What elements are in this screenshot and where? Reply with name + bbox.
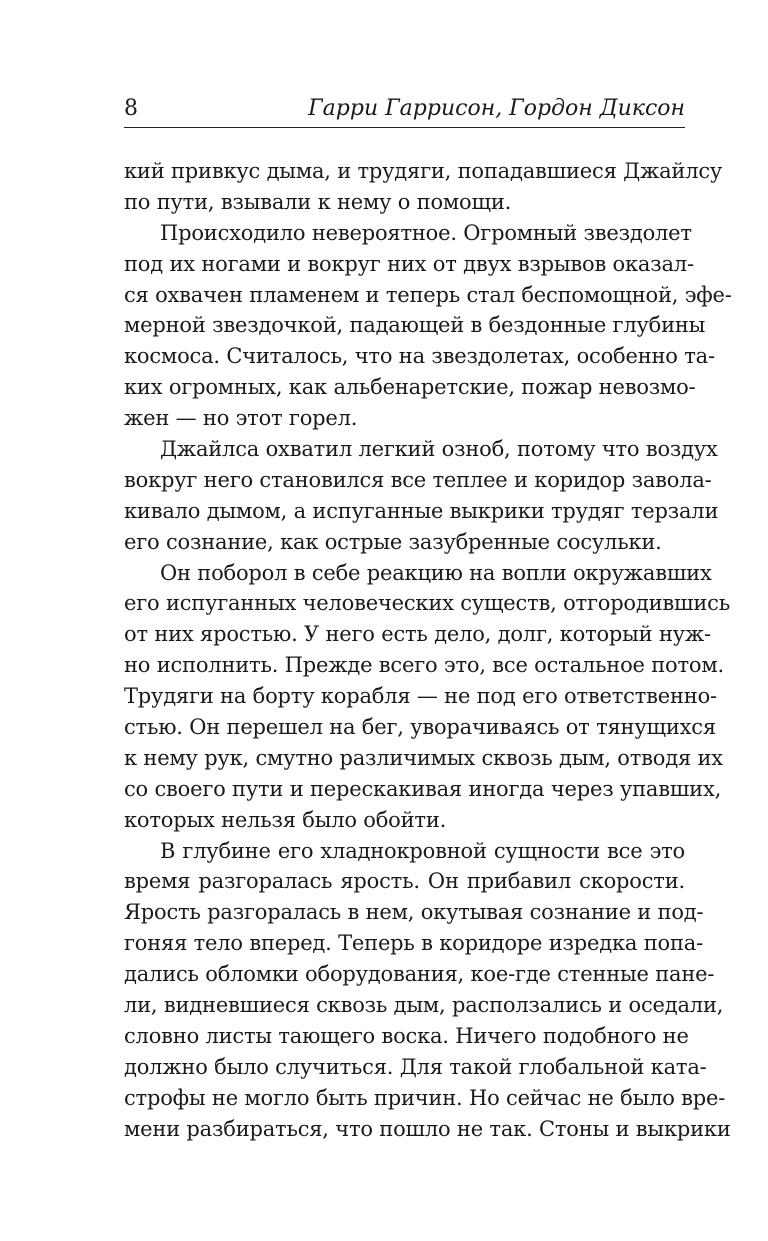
text-line: его сознание, как острые зазубренные сосульки. [124,529,662,554]
text-line: должно было случиться. Для такой глобальной ката- [124,1054,707,1079]
text-line: ли, видневшиеся сквозь дым, расползались и оседали, [124,993,724,1018]
text-line: вокруг него становился все теплее и коридор завола- [124,467,712,492]
text-line: но исполнить. Прежде всего это, все остальное потом. [124,653,724,678]
text-line: словно листы тающего воска. Ничего подобного не [124,1023,689,1048]
text-line: Происходило невероятное. Огромный звездолет [160,220,692,245]
text-line: мени разбираться, что пошло не так. Стоны и выкрики [124,1116,731,1141]
text-line: его испуганных человеческих существ, отгородившись [124,591,730,616]
text-line: время разгоралась ярость. Он прибавил скорости. [124,869,685,894]
body-text [124,156,732,1145]
page-number: 8 [124,96,138,121]
text-line: по пути, взывали к нему о помощи. [124,189,512,214]
running-title: Гарри Гаррисон, Гордон Диксон [308,96,685,121]
text-line: Джайлса охватил легкий озноб, потому что воздух [160,437,718,462]
text-line: к нему рук, смутно различимых сквозь дым, отводя их [124,745,723,770]
text-line: В глубине его хладнокровной сущности все это [160,838,685,863]
text-line: под их ногами и вокруг них от двух взрывов оказал- [124,251,694,276]
text-line: жен — но этот горел. [124,406,358,431]
page-header [124,97,685,128]
text-line: дались обломки оборудования, кое-где стенные пане- [124,962,715,987]
text-line: Трудяги на борту корабля — не под его ответственно- [124,684,717,709]
text-line: со своего пути и перескакивая иногда через упавших, [124,776,722,801]
text-line: от них яростью. У него есть дело, долг, который нуж- [124,622,711,647]
text-line: космоса. Считалось, что на звездолетах, особенно та- [124,344,715,369]
text-line: ся охвачен пламенем и теперь стал беспомощной, эфе- [124,282,732,307]
text-line: кий привкус дыма, и трудяги, попадавшиеся Джайлсу [124,159,723,183]
text-line: стью. Он перешел на бег, уворачиваясь от тянущихся [124,715,716,740]
text-line: Ярость разгоралась в нем, окутывая сознание и под- [124,900,704,925]
text-line: мерной звездочкой, падающей в бездонные глубины [124,313,706,338]
text-line: ких огромных, как альбенаретские, пожар невозмо- [124,375,696,400]
text-line: гоняя тело вперед. Теперь в коридоре изредка попа- [124,931,703,956]
text-line: которых нельзя было обойти. [124,807,447,832]
text-line: Он поборол в себе реакцию на вопли окружавших [160,560,712,585]
text-line: строфы не могло быть причин. Но сейчас не было вре- [124,1085,726,1110]
text-line: кивало дымом, а испуганные выкрики трудяг терзали [124,498,719,523]
